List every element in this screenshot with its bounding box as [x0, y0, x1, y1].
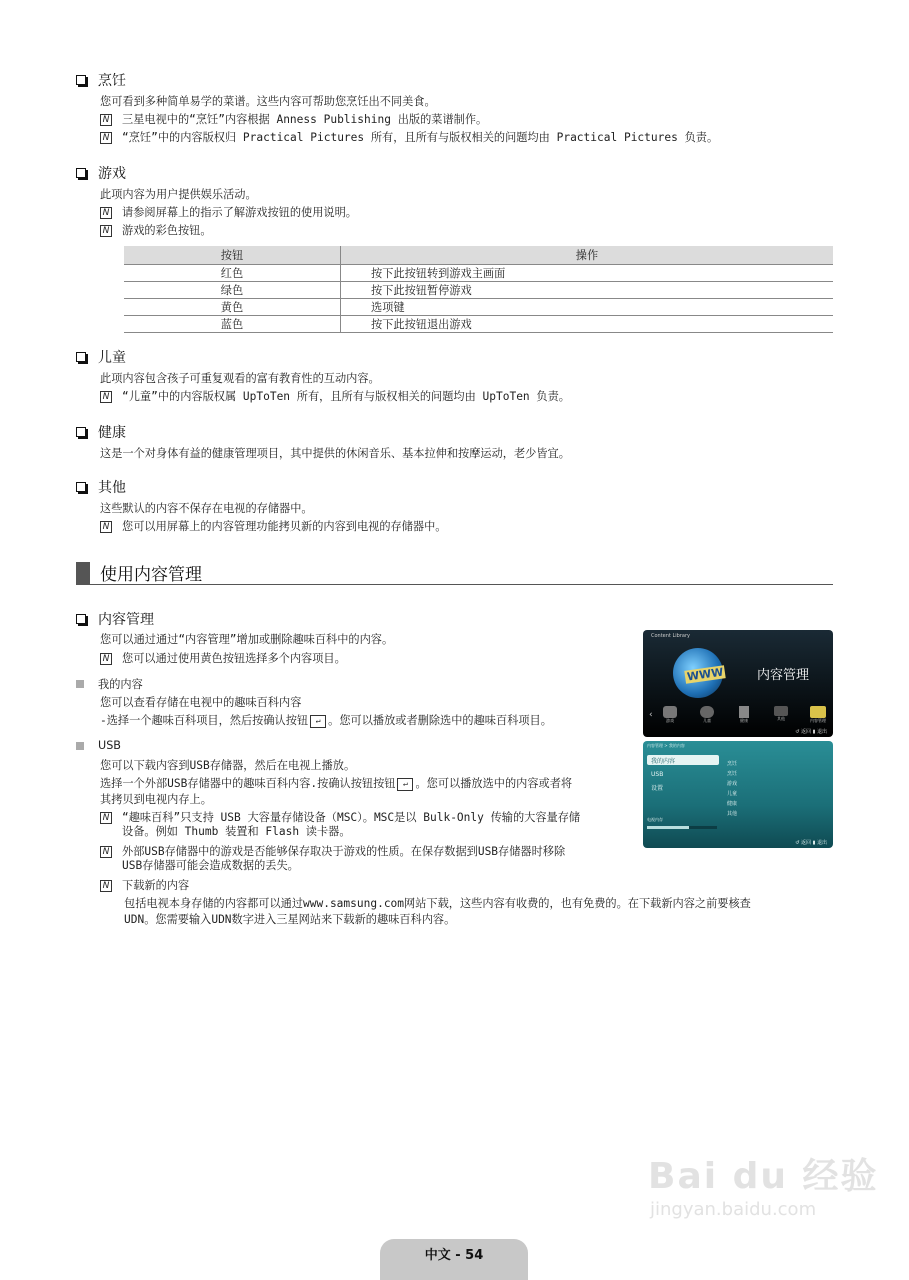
others-icon: [774, 706, 788, 716]
table-row: 蓝色 按下此按钮退出游戏: [124, 316, 833, 333]
usb-line-1: 您可以下载内容到USB存储器，然后在电视上播放。: [100, 759, 356, 772]
menu-item: 我的内容: [651, 758, 676, 765]
my-content-line-2: -选择一个趣味百科项目，然后按确认按钮 ↵ 。您可以播放或者删除选中的趣味百科项目。: [100, 714, 552, 727]
note-icon: N: [100, 391, 112, 403]
content-mgmt-desc: 您可以通过通过“内容管理”增加或删除趣味百科中的内容。: [100, 633, 394, 646]
note-icon: N: [100, 880, 112, 892]
square-bullet-icon: [76, 680, 84, 688]
usb-line-3: 其拷贝到电视内存上。: [100, 793, 212, 806]
screen-brand: Content Library: [651, 633, 690, 639]
games-note-1: N 请参阅屏幕上的指示了解游戏按钮的使用说明。: [100, 206, 357, 220]
games-desc: 此项内容为用户提供娱乐活动。: [100, 188, 257, 201]
baidu-watermark: [648, 1148, 879, 1220]
icon-item: 其他: [770, 706, 792, 724]
others-desc: 这些默认的内容不保存在电视的存储器中。: [100, 502, 313, 515]
my-content-line-1: 您可以查看存储在电视中的趣味百科内容: [100, 696, 302, 709]
www-badge: WWW: [686, 665, 725, 684]
content-list: 烹饪 烹饪 游戏 儿童 健康 其他: [727, 761, 738, 817]
checkbox-bullet-icon: [76, 614, 86, 624]
section-title: 烹饪: [98, 73, 126, 89]
table-row: 绿色 按下此按钮暂停游戏: [124, 282, 833, 299]
content-mgmt-note: N 您可以通过使用黄色按钮选择多个内容项目。: [100, 652, 346, 666]
subheading-usb: USB: [76, 739, 121, 752]
game-buttons-table: [124, 246, 833, 333]
enter-key-icon: ↵: [397, 778, 413, 791]
section-title: 健康: [98, 425, 126, 441]
table-header: 按钮: [124, 246, 341, 265]
children-desc: 此项内容包含孩子可重复观看的富有教育性的互动内容。: [100, 372, 380, 385]
checkbox-bullet-icon: [76, 75, 86, 85]
enter-key-icon: ↵: [310, 715, 326, 728]
cooking-desc: 您可看到多种简单易学的菜谱。这些内容可帮助您烹饪出不同美食。: [100, 95, 436, 108]
screen-bottom-bar: ↺ 返回 ▮ 退出: [795, 840, 827, 846]
children-icon: [700, 706, 714, 718]
storage-label: 电视内存: [647, 817, 663, 822]
subheading-my-content: 我的内容: [76, 676, 143, 692]
checkbox-bullet-icon: [76, 352, 86, 362]
checkbox-bullet-icon: [76, 482, 86, 492]
section-heading-children: [76, 348, 126, 366]
screen-bottom-bar: ↺ 返回 ▮ 退出: [795, 729, 827, 735]
square-bullet-icon: [76, 742, 84, 750]
cooking-note-1: N 三星电视中的“烹饪”内容根据 Anness Publishing 出版的菜谱制作。: [100, 113, 487, 127]
note-icon: N: [100, 521, 112, 533]
others-note-1: N 您可以用屏幕上的内容管理功能拷贝新的内容到电视的存储器中。: [100, 520, 446, 534]
watermark-logo: Bai du 经验: [648, 1156, 879, 1197]
screen-breadcrumb: 内容管理 > 我的内容: [647, 743, 685, 748]
screen-title: 内容管理: [757, 668, 810, 683]
section-heading-cooking: [76, 71, 126, 89]
menu-item: 设置: [651, 785, 664, 792]
table-header: 操作: [341, 246, 834, 265]
usb-note-2: N 外部USB存储器中的游戏是否能够保存取决于游戏的性质。在保存数据到USB存储器时移除 USB存储器可能会造成数据的丢失。: [100, 845, 565, 873]
games-icon: [663, 706, 677, 718]
section-title: 游戏: [98, 166, 126, 182]
section-heading-content-mgmt: [76, 610, 154, 628]
section-title: 其他: [98, 480, 126, 496]
content-mgmt-icon: [810, 706, 826, 718]
icon-item: 健康: [733, 706, 755, 724]
chapter-title: 使用内容管理: [100, 565, 202, 585]
note-icon: N: [100, 132, 112, 144]
cooking-note-2: N “烹饪”中的内容版权归 Practical Pictures 所有，且所有与版权相关的问题均由 Practical Pictures 负责。: [100, 131, 718, 145]
usb-note-1: N “趣味百科”只支持 USB 大容量存储设备（MSC）。MSC是以 Bulk-Only 传输的大容量存储 设备。例如 Thumb 装置和 Flash 读卡器。: [100, 811, 580, 839]
chapter-bar-icon: [76, 562, 90, 584]
page-number-footer: 中文 - 54: [380, 1239, 528, 1280]
table-row: 黄色 选项键: [124, 299, 833, 316]
tv-screen-my-content: [643, 741, 833, 848]
checkbox-bullet-icon: [76, 168, 86, 178]
icon-item: 游戏: [659, 706, 681, 724]
checkbox-bullet-icon: [76, 427, 86, 437]
watermark-url: jingyan.baidu.com: [650, 1199, 817, 1220]
note-icon: N: [100, 207, 112, 219]
note-icon: N: [100, 653, 112, 665]
children-note-1: N “儿童”中的内容版权属 UpToTen 所有，且所有与版权相关的问题均由 UpToTen 负责。: [100, 390, 570, 404]
section-title: 儿童: [98, 350, 126, 366]
health-icon: [739, 706, 749, 718]
download-note: N 下载新的内容: [100, 879, 189, 893]
section-title: 内容管理: [98, 612, 154, 628]
games-note-2: N 游戏的彩色按钮。: [100, 224, 212, 238]
usb-line-2: 选择一个外部USB存储器中的趣味百科内容.按确认按钮按钮 ↵ 。您可以播放选中的内容或者将: [100, 777, 573, 790]
note-icon: N: [100, 812, 112, 824]
download-line-1: 包括电视本身存储的内容都可以通过www.samsung.com网站下载，这些内容有收费的，也有免费的。在下载新内容之前要核查: [124, 897, 751, 910]
menu-item: USB: [651, 771, 664, 778]
health-desc: 这是一个对身体有益的健康管理项目，其中提供的休闲音乐、基本拉伸和按摩运动，老少皆宜。: [100, 447, 570, 460]
section-heading-health: [76, 423, 126, 441]
icon-row: [659, 706, 829, 724]
note-icon: N: [100, 846, 112, 858]
note-icon: N: [100, 114, 112, 126]
download-line-2: UDN。您需要输入UDN数字进入三星网站来下载新的趣味百科内容。: [124, 913, 456, 926]
icon-item: 内容管理: [807, 706, 829, 724]
note-icon: N: [100, 225, 112, 237]
table-row: 红色 按下此按钮转到游戏主画面: [124, 265, 833, 282]
section-heading-games: [76, 164, 126, 182]
icon-item: 儿童: [696, 706, 718, 724]
tv-screen-content-library: [643, 630, 833, 737]
storage-bar: [647, 826, 717, 829]
chapter-heading: [76, 560, 833, 585]
left-arrow-icon: ‹: [649, 710, 653, 720]
section-heading-others: [76, 478, 126, 496]
